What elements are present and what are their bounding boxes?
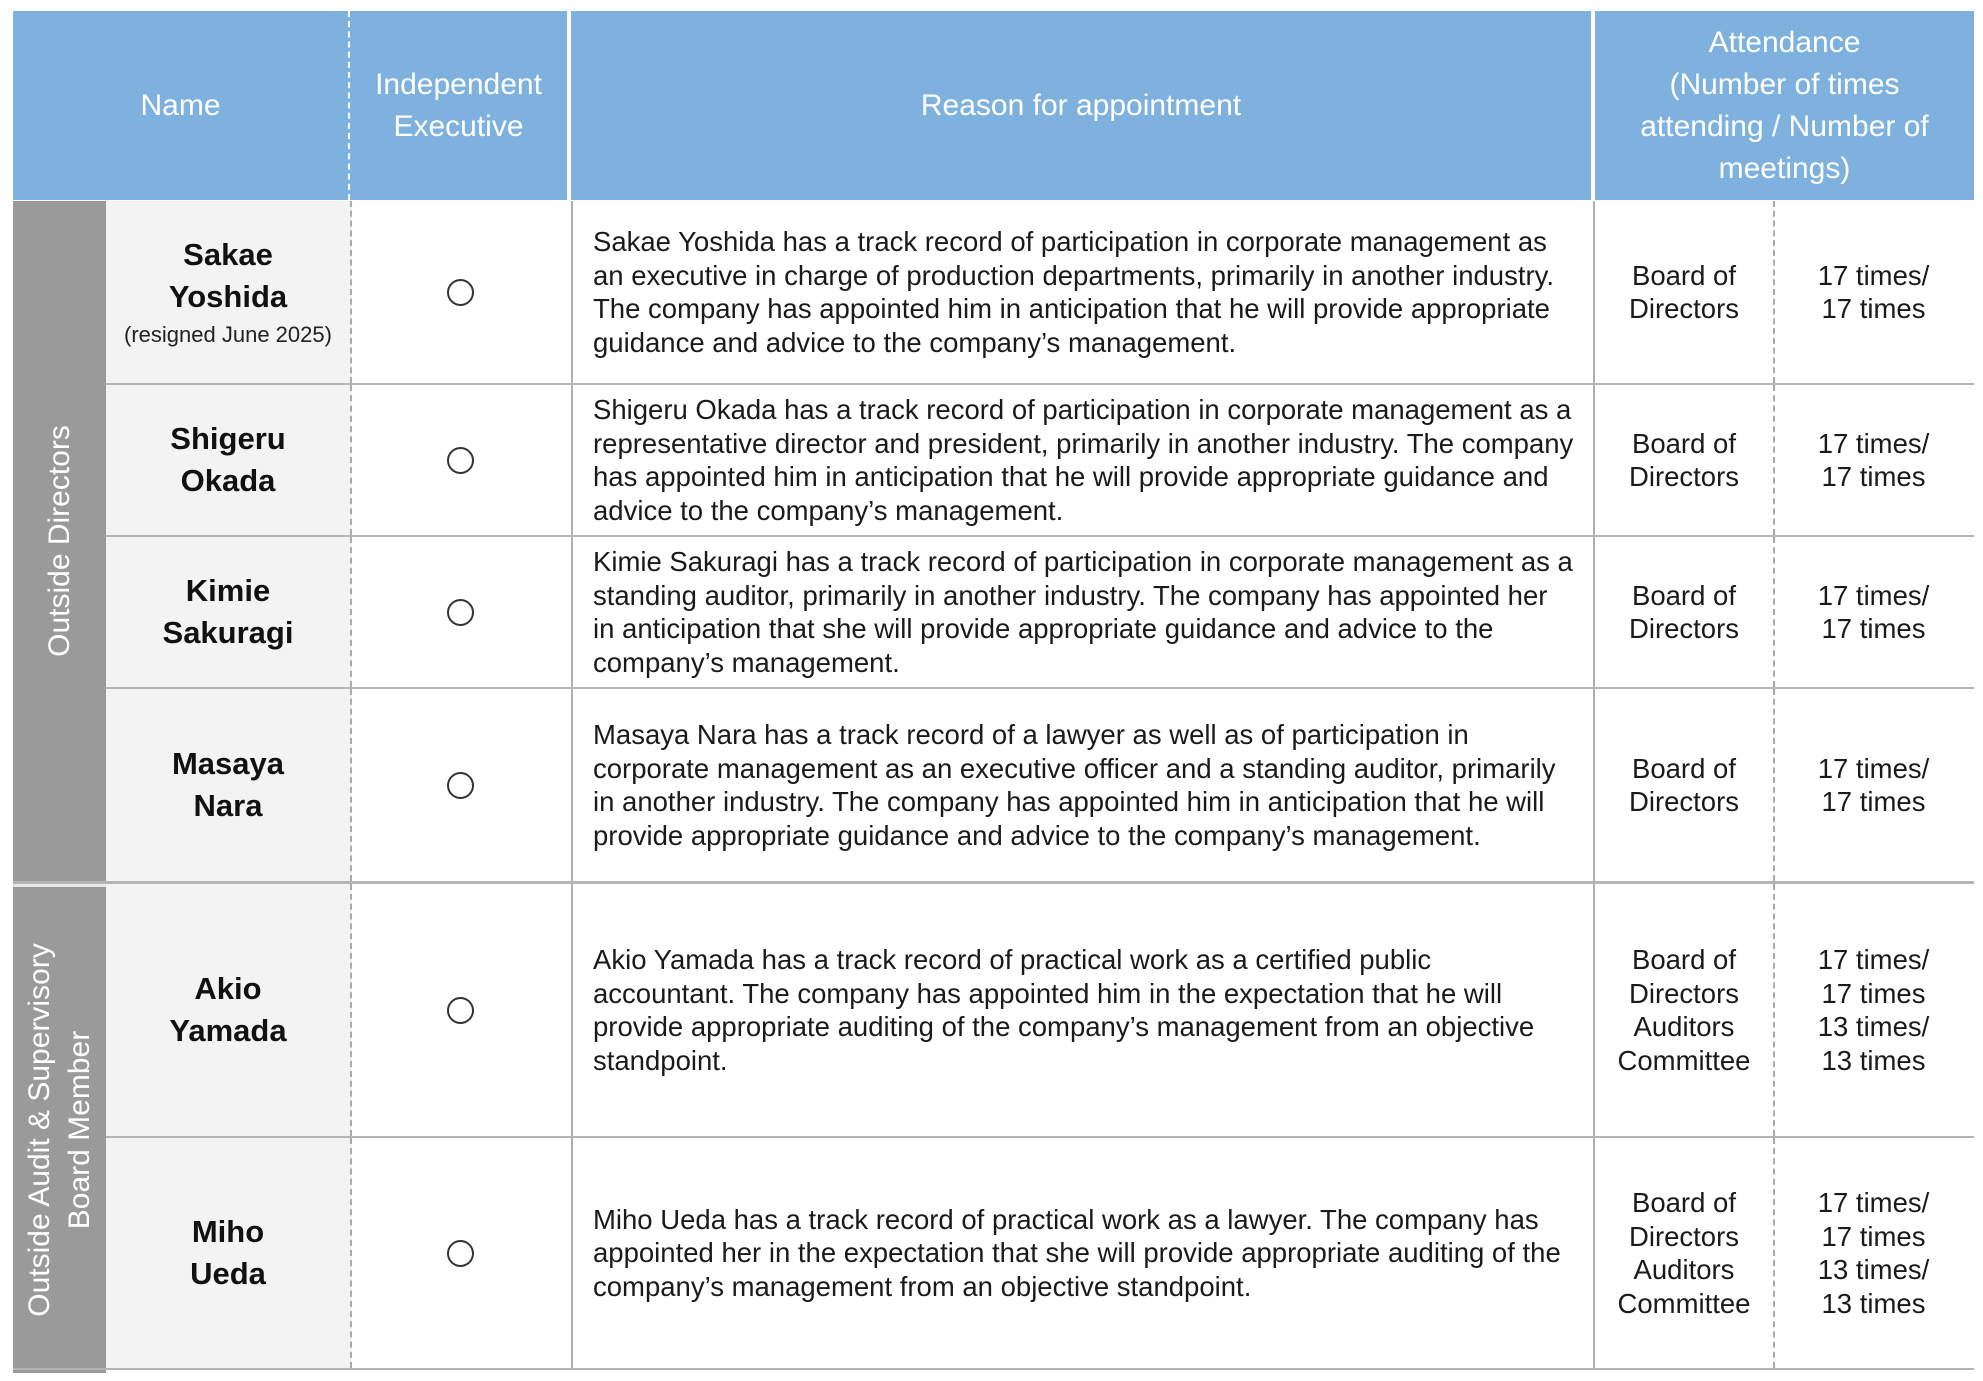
table-row xyxy=(106,1138,1974,1368)
meeting-body-cell xyxy=(1595,385,1775,535)
reason-cell xyxy=(571,689,1595,881)
table-bottom-border xyxy=(13,1368,1974,1370)
outside-officers-table xyxy=(13,11,1974,1370)
attendance-count-cell xyxy=(1773,1138,1974,1368)
name-cell xyxy=(106,689,352,881)
header-reason xyxy=(571,11,1595,200)
group-outside-audit-label xyxy=(20,943,100,1317)
attendance-count-cell xyxy=(1773,385,1974,535)
header-name xyxy=(13,11,350,200)
body-line: Directors xyxy=(1628,786,1739,817)
reason-text: Masaya Nara has a track record of a lawyer as well as of participation in corporate management as an executive officer and a standing auditor, primarily in another industry. The company has appointed him in anticipation that he will provide appropriate guidance and advice to the company’s management. xyxy=(593,719,1556,851)
count-line: 13 times xyxy=(1821,1044,1926,1076)
header-attendance-line3: attending / Number of xyxy=(1640,109,1929,143)
count-line: 17 times/ xyxy=(1817,259,1930,291)
count-line: 17 times/ xyxy=(1817,427,1930,459)
first-name: Miho xyxy=(191,1214,265,1249)
reason-text: Akio Yamada has a track record of practical work as a certified public accountant. The company has appointed him in the expectation that he will provide appropriate auditing of the company’s management from an objective standpoint. xyxy=(593,944,1535,1076)
reason-cell xyxy=(571,537,1595,687)
count-line: 17 times xyxy=(1821,786,1926,817)
attendance-count-cell xyxy=(1773,201,1974,383)
count-line: 17 times xyxy=(1821,613,1926,644)
first-name: Shigeru xyxy=(170,421,286,456)
last-name: Yamada xyxy=(169,1013,287,1048)
body-line: Directors xyxy=(1628,613,1739,644)
last-name: Ueda xyxy=(190,1256,266,1291)
header-attendance-line2: (Number of times xyxy=(1669,67,1900,101)
attendance-count-cell xyxy=(1773,884,1974,1136)
count-line: 17 times xyxy=(1821,293,1926,324)
independent-cell xyxy=(350,201,573,383)
body-line: Board of xyxy=(1632,752,1736,784)
independent-cell xyxy=(350,385,573,535)
header-name-label: Name xyxy=(140,88,221,122)
table-row xyxy=(106,385,1974,535)
independent-cell xyxy=(350,884,573,1136)
reason-cell xyxy=(571,201,1595,383)
circle-icon xyxy=(447,997,474,1024)
body-line: Directors xyxy=(1628,1220,1739,1252)
table-row xyxy=(106,689,1974,881)
reason-text: Sakae Yoshida has a track record of participation in corporate management as an executive in charge of production departments, primarily in another industry. The company has appointed him in anticipation that he will provide appropriate guidance and advice to the company’s management. xyxy=(593,226,1554,358)
count-line: 17 times/ xyxy=(1817,1187,1930,1218)
reason-cell xyxy=(571,1138,1595,1368)
meeting-body-cell xyxy=(1595,1138,1775,1368)
circle-icon xyxy=(447,279,474,306)
table-row xyxy=(106,884,1974,1136)
header-attendance-line4: meetings) xyxy=(1718,151,1851,185)
count-line: 17 times xyxy=(1821,1220,1926,1252)
body-line: Committee xyxy=(1617,1287,1751,1319)
last-name: Sakuragi xyxy=(162,615,294,650)
count-line: 13 times/ xyxy=(1817,1254,1930,1285)
attendance-count-cell xyxy=(1773,537,1974,687)
meeting-body-cell xyxy=(1595,537,1775,687)
circle-icon xyxy=(447,1240,474,1267)
name-cell xyxy=(106,1138,352,1368)
resigned-note: (resigned June 2025) xyxy=(124,322,332,347)
header-reason-label: Reason for appointment xyxy=(920,88,1242,122)
last-name: Nara xyxy=(193,788,263,823)
body-line: Board of xyxy=(1632,1187,1736,1218)
count-line: 17 times xyxy=(1821,461,1926,492)
body-line: Directors xyxy=(1628,977,1739,1009)
reason-text: Kimie Sakuragi has a track record of participation in corporate management as a standing auditor, primarily in another industry. The company has appointed her in anticipation that she will provide appropriate guidance and advice to the company’s management. xyxy=(593,546,1573,678)
count-line: 17 times/ xyxy=(1817,944,1930,975)
body-line: Directors xyxy=(1628,293,1739,324)
name-cell xyxy=(106,537,352,687)
header-independent xyxy=(350,11,571,200)
reason-cell xyxy=(571,385,1595,535)
circle-icon xyxy=(447,599,474,626)
meeting-body-cell xyxy=(1595,884,1775,1136)
first-name: Akio xyxy=(194,971,262,1006)
circle-icon xyxy=(447,772,474,799)
body-line: Directors xyxy=(1628,461,1739,492)
last-name: Yoshida xyxy=(168,279,288,314)
name-cell xyxy=(106,385,352,535)
header-attendance xyxy=(1595,11,1974,200)
count-line: 17 times/ xyxy=(1817,752,1930,784)
last-name: Okada xyxy=(180,463,276,498)
table-row xyxy=(106,537,1974,687)
body-line: Auditors xyxy=(1633,1254,1735,1285)
group-outside-audit xyxy=(13,884,106,1373)
body-line: Committee xyxy=(1617,1044,1751,1076)
group-outside-directors-label: Outside Directors xyxy=(42,425,76,657)
body-line: Board of xyxy=(1632,944,1736,975)
circle-icon xyxy=(447,447,474,474)
meeting-body-cell xyxy=(1595,201,1775,383)
body-line: Board of xyxy=(1632,579,1736,611)
header-independent-line1: Independent xyxy=(375,67,542,101)
independent-cell xyxy=(350,1138,573,1368)
independent-cell xyxy=(350,537,573,687)
reason-cell xyxy=(571,884,1595,1136)
first-name: Kimie xyxy=(185,573,271,608)
count-line: 17 times/ xyxy=(1817,579,1930,611)
count-line: 13 times xyxy=(1821,1287,1926,1319)
count-line: 13 times/ xyxy=(1817,1011,1930,1042)
independent-cell xyxy=(350,689,573,881)
first-name: Sakae xyxy=(183,237,273,272)
meeting-body-cell xyxy=(1595,689,1775,881)
body-line: Auditors xyxy=(1633,1011,1735,1042)
group-outside-audit-line2: Board Member xyxy=(62,1030,96,1230)
name-cell xyxy=(106,884,352,1136)
reason-text: Shigeru Okada has a track record of participation in corporate management as a representative director and president, primarily in another industry. The company has appointed him in anticipation that he will provide appropriate guidance and advice to the company’s management. xyxy=(593,394,1574,526)
group-outside-audit-line1: Outside Audit & Supervisory xyxy=(22,943,56,1317)
header-independent-line2: Executive xyxy=(393,109,524,143)
reason-text: Miho Ueda has a track record of practical work as a lawyer. The company has appointed her in the expectation that she will provide appropriate auditing of the company’s management from an objective standpoint. xyxy=(593,1203,1561,1302)
body-line: Board of xyxy=(1632,427,1736,459)
first-name: Masaya xyxy=(171,746,285,781)
count-line: 17 times xyxy=(1821,977,1926,1009)
attendance-count-cell xyxy=(1773,689,1974,881)
group-outside-directors xyxy=(13,201,106,881)
name-cell xyxy=(106,201,352,383)
header-attendance-line1: Attendance xyxy=(1708,25,1861,59)
table-row xyxy=(106,201,1974,383)
body-line: Board of xyxy=(1632,259,1736,291)
